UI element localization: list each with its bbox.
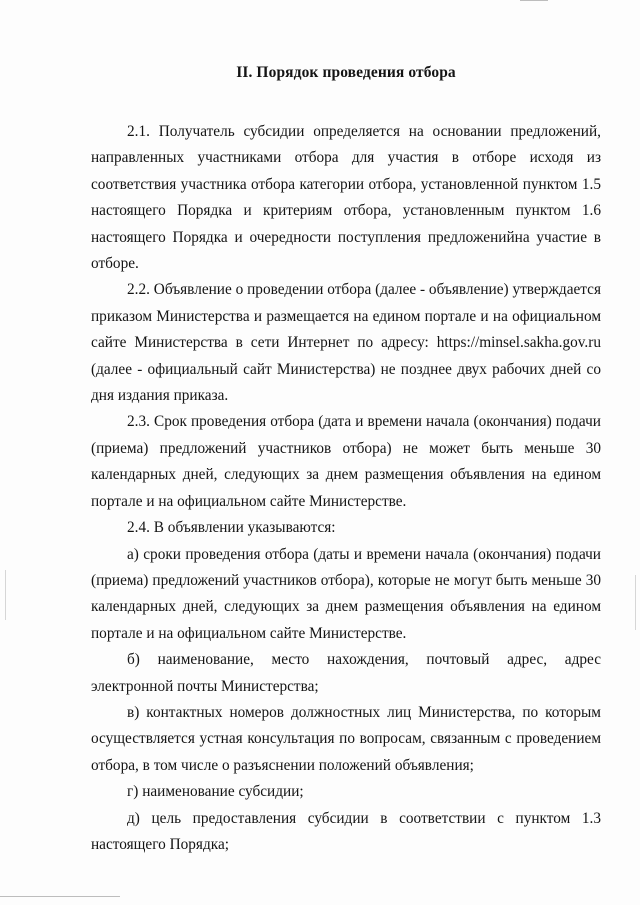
paragraph-2-4: 2.4. В объявлении указываются: xyxy=(127,519,336,537)
paragraph-2-1: 2.1. Получатель субсидии определяется на основании предложений, направленных участниками отбора для участия в отборе исходя из соответствия участника отбора категории отбора, установленной пунктом 1.5 настоящего Порядка и критериям отбора, установленным пунктом 1.6 настоящего Порядка и очередности поступления предложенийна участие в отборе. xyxy=(91,123,601,273)
paragraph-2-3: 2.3. Срок проведения отбора (дата и времени начала (окончания) подачи (приема) предложений участников отбора) не может быть меньше 30 календарных дней, следующих за днем размещения объявления на едином портале и на официальном сайте Министерстве. xyxy=(91,413,601,510)
document-body xyxy=(91,119,601,858)
scan-artifact-right xyxy=(635,575,636,630)
scan-artifact-top xyxy=(520,0,548,1)
list-item-b: б) наименование, место нахождения, почтовый адрес, адрес электронной почты Министерства; xyxy=(91,651,601,695)
section-title: II. Порядок проведения отбора xyxy=(236,64,456,81)
list-item-a: а) сроки проведения отбора (даты и времени начала (окончания) подачи (приема) предложений участников отбора), которые не могут быть меньше 30 календарных дней, следующих за днем размещения объявления на едином портале и на официальном сайте Министерстве. xyxy=(91,545,601,642)
scan-artifact-left xyxy=(5,570,6,620)
list-item-g: г) наименование субсидии; xyxy=(127,783,304,801)
scan-artifact-bottom xyxy=(0,896,120,897)
paragraph-2-2: 2.2. Объявление о проведении отбора (далее - объявление) утверждается приказом Министерства и размещается на едином портале и на официальном сайте Министерства в сети Интернет по адресу: https://minsel.sakha.gov.ru (далее - официальный сайт Министерства) не позднее двух рабочих дней со дня издания приказа. xyxy=(91,281,601,405)
list-item-v: в) контактных номеров должностных лиц Министерства, по которым осуществляется устная консультация по вопросам, связанным с проведением отбора, в том числе о разъяснении положений объявления; xyxy=(91,703,601,774)
list-item-d: д) цель предоставления субсидии в соответствии с пунктом 1.3 настоящего Порядка; xyxy=(91,809,601,853)
